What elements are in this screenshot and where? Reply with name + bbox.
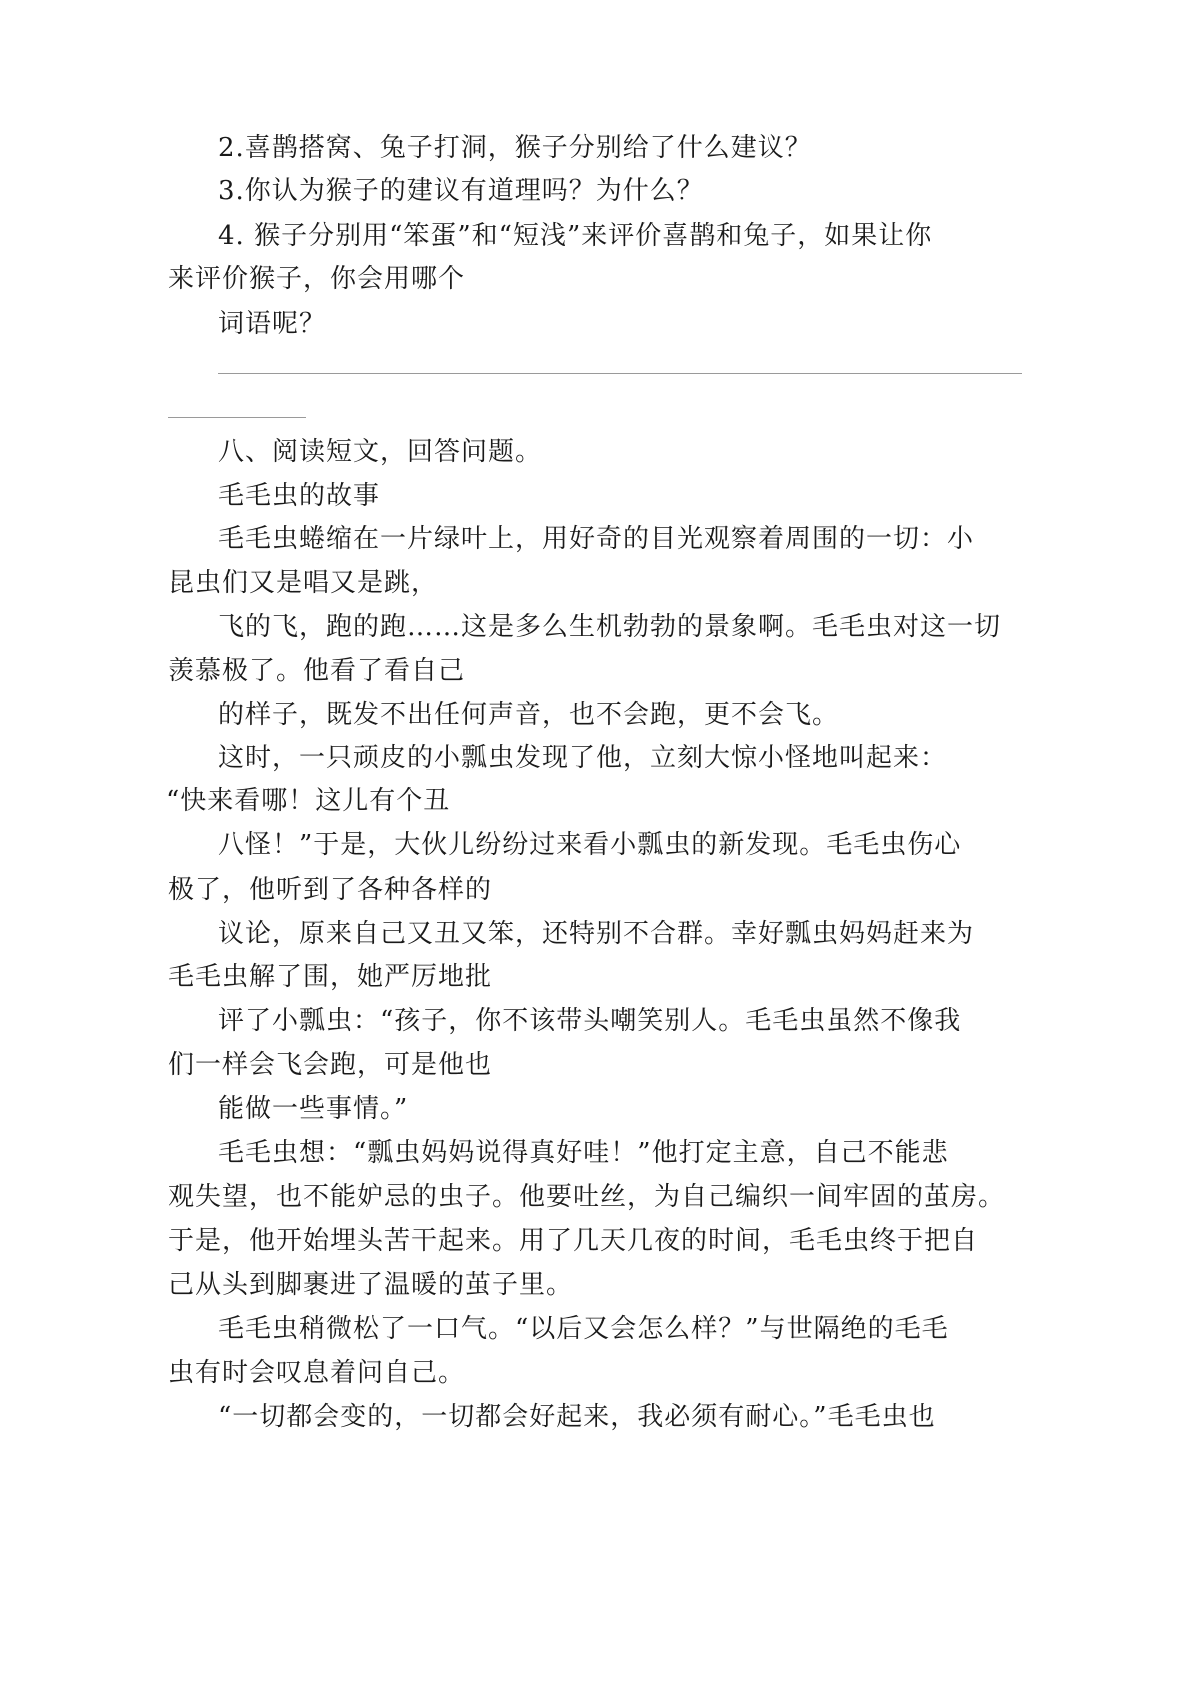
question-2: 2.喜鹊搭窝、兔子打洞，猴子分别给了什么建议？ [218, 133, 812, 163]
answer-line-continuation [168, 417, 306, 418]
story-line: 飞的飞，跑的跑……这是多么生机勃勃的景象啊。毛毛虫对这一切 [218, 612, 1002, 642]
story-line: 观失望，也不能妒忌的虫子。他要吐丝，为自己编织一间牢固的茧房。 [168, 1182, 1006, 1212]
story-line: 八怪！”于是，大伙儿纷纷过来看小瓢虫的新发现。毛毛虫伤心 [218, 830, 962, 860]
story-line: 议论，原来自己又丑又笨，还特别不合群。幸好瓢虫妈妈赶来为 [218, 919, 975, 949]
story-line: 们一样会飞会跑，可是他也 [168, 1050, 493, 1080]
story-line: 评了小瓢虫：“孩子，你不该带头嘲笑别人。毛毛虫虽然不像我 [218, 1006, 962, 1036]
story-line: 羡慕极了。他看了看自己 [168, 656, 466, 686]
question-4-line-3: 词语呢？ [218, 309, 327, 339]
story-line: 于是，他开始埋头苦干起来。用了几天几夜的时间，毛毛虫终于把自 [168, 1226, 979, 1256]
story-line: 的样子，既发不出任何声音，也不会跑，更不会飞。 [218, 700, 840, 730]
question-4-line-1: 4. 猴子分别用“笨蛋”和“短浅”来评价喜鹊和兔子，如果让你 [218, 221, 933, 251]
story-line: 毛毛虫解了围，她严厉地批 [168, 962, 493, 992]
story-line: 昆虫们又是唱又是跳， [168, 568, 439, 598]
section-heading: 八、阅读短文，回答问题。 [218, 437, 543, 467]
question-3: 3.你认为猴子的建议有道理吗？为什么？ [218, 176, 704, 206]
answer-line [218, 373, 1022, 374]
story-line: 毛毛虫蜷缩在一片绿叶上，用好奇的目光观察着周围的一切：小 [218, 524, 975, 554]
story-line: “快来看哪！这儿有个丑 [166, 786, 451, 816]
story-line: 己从头到脚裹进了温暖的茧子里。 [168, 1270, 574, 1300]
story-line: 虫有时会叹息着问自己。 [168, 1358, 466, 1388]
question-4-line-2: 来评价猴子，你会用哪个 [168, 264, 466, 294]
story-title: 毛毛虫的故事 [218, 481, 381, 511]
story-line: 这时，一只顽皮的小瓢虫发现了他，立刻大惊小怪地叫起来： [218, 743, 948, 773]
story-line: 极了，他听到了各种各样的 [168, 875, 493, 905]
story-line: 能做一些事情。” [218, 1094, 409, 1124]
story-line: “一切都会变的，一切都会好起来，我必须有耐心。”毛毛虫也 [218, 1402, 936, 1432]
story-line: 毛毛虫稍微松了一口气。“以后又会怎么样？”与世隔绝的毛毛 [218, 1314, 949, 1344]
story-line: 毛毛虫想：“瓢虫妈妈说得真好哇！”他打定主意，自己不能悲 [218, 1138, 949, 1168]
